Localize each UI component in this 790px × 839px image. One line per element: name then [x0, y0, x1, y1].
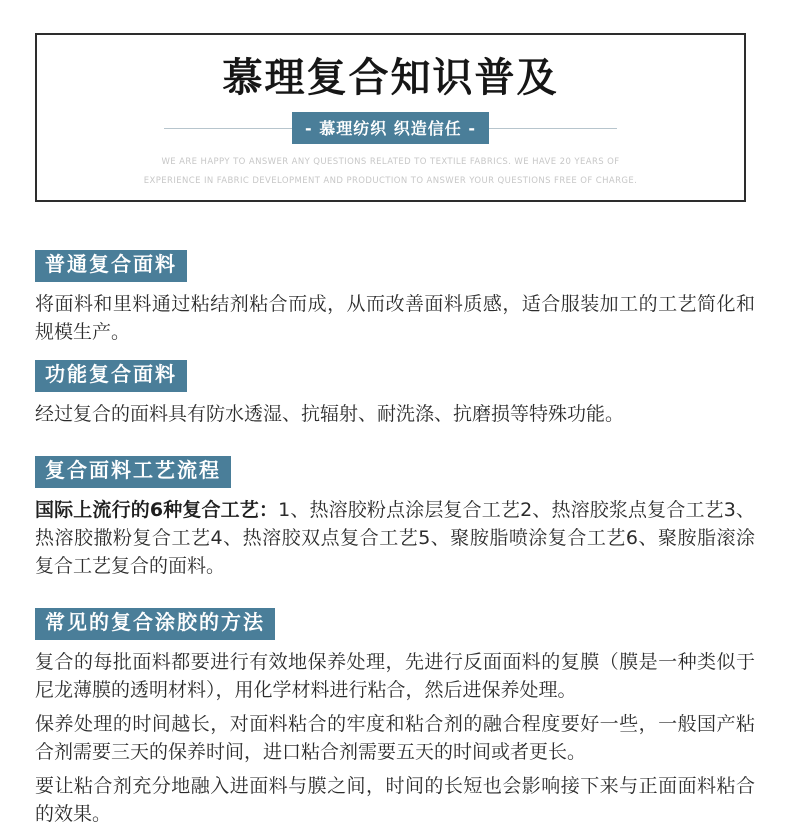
section-paragraph: 保养处理的时间越长，对面料粘合的牢度和粘合剂的融合程度要好一些，一般国产粘合剂需要三天的保养时间，进口粘合剂需要五天的时间或者更长。 — [35, 713, 755, 763]
section-paragraph — [35, 496, 755, 580]
tagline — [37, 153, 744, 191]
paragraph-body: 1、热溶胶粉点涂层复合工艺2、热溶胶浆点复合工艺3、热溶胶撒粉复合工艺4、热溶胶双点复合工艺5、聚胺脂喷涂复合工艺6、聚胺脂滚涂复合工艺复合的面料。 — [35, 499, 755, 577]
section-composite-process-flow — [35, 456, 755, 580]
section-heading-badge: 功能复合面料 — [35, 360, 187, 392]
page-title: 慕理复合知识普及 — [222, 55, 559, 100]
section-paragraph: 要让粘合剂充分地融入进面料与膜之间，时间的长短也会影响接下来与正面面料粘合的效果。 — [35, 775, 755, 825]
tagline-line-2: EXPERIENCE IN FABRIC DEVELOPMENT AND PRODUCTION TO ANSWER YOUR QUESTIONS FREE OF CHARGE. — [143, 176, 638, 186]
section-functional-composite-fabric — [35, 360, 755, 428]
section-paragraph: 复合的每批面料都要进行有效地保养处理，先进行反面面料的复膜（膜是一种类似于尼龙薄膜的透明材料），用化学材料进行粘合，然后进保养处理。 — [35, 651, 755, 701]
section-heading-badge: 常见的复合涂胶的方法 — [35, 608, 275, 640]
section-paragraph: 经过复合的面料具有防水透湿、抗辐射、耐洗涤、抗磨损等特殊功能。 — [35, 403, 625, 425]
section-common-gluing-methods — [35, 608, 755, 828]
section-heading-badge: 普通复合面料 — [35, 250, 187, 282]
content — [35, 250, 755, 828]
paragraph-lead: 国际上流行的6种复合工艺： — [35, 499, 279, 521]
section-paragraph: 将面料和里料通过粘结剂粘合而成，从而改善面料质感，适合服装加工的工艺简化和规模生产。 — [35, 293, 755, 343]
section-ordinary-composite-fabric — [35, 250, 755, 346]
section-heading-badge: 复合面料工艺流程 — [35, 456, 231, 488]
brand-divider-left — [164, 128, 292, 129]
brand-row — [37, 112, 744, 144]
brand-badge: - 慕理纺织 织造信任 - — [292, 112, 489, 144]
hero-box — [35, 33, 746, 202]
tagline-line-1: WE ARE HAPPY TO ANSWER ANY QUESTIONS RELATED TO TEXTILE FABRICS. WE HAVE 20 YEARS OF — [161, 157, 620, 167]
brand-divider-right — [489, 128, 617, 129]
